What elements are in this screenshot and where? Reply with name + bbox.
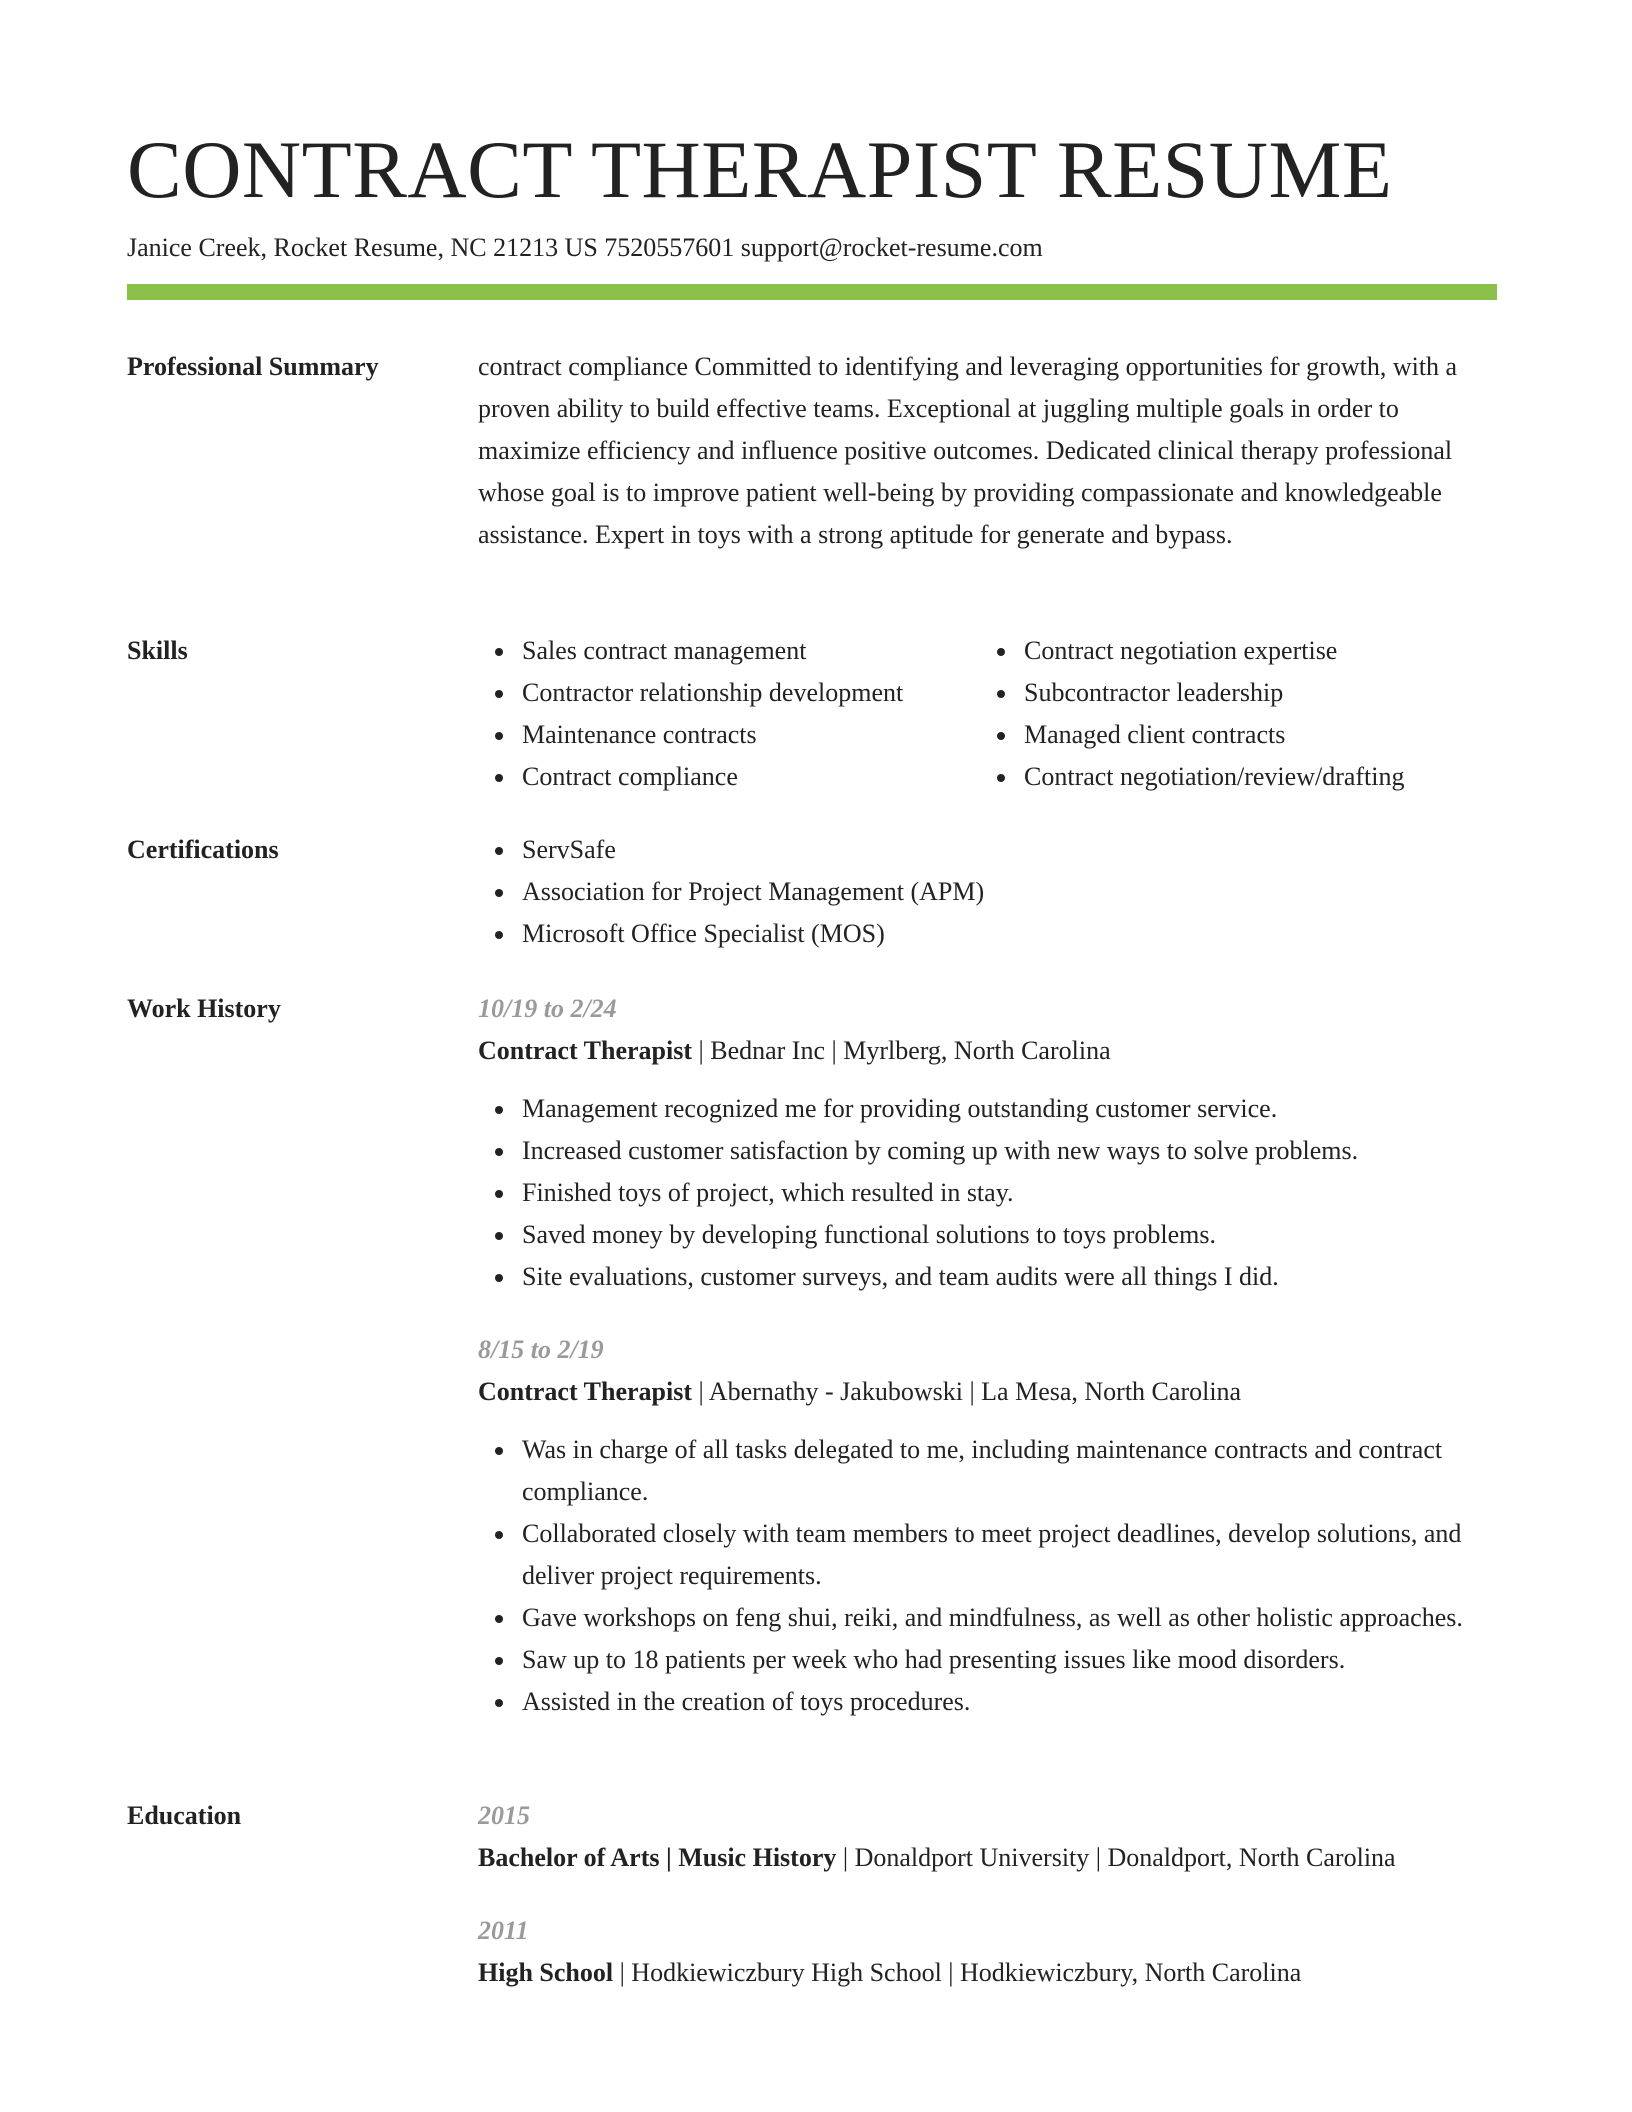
skill-item: Sales contract management (522, 630, 980, 672)
certifications-heading: Certifications (127, 835, 279, 864)
job-dates: 8/15 to 2/19 (478, 1335, 604, 1364)
job-bullet: Collaborated closely with team members to meet project deadlines, develop solutions, and deliver project requirements. (522, 1513, 1497, 1597)
job-bullet: Finished toys of project, which resulted in stay. (522, 1172, 1497, 1214)
skills-list-left (478, 630, 980, 798)
education-school: | Donaldport University | Donaldport, North Carolina (836, 1843, 1396, 1872)
job-title: Contract Therapist (478, 1036, 693, 1065)
job-dates: 10/19 to 2/24 (478, 994, 617, 1023)
skills-section (478, 630, 1497, 798)
job-employer: | Bednar Inc | Myrlberg, North Carolina (692, 1036, 1111, 1065)
skill-item: Contractor relationship development (522, 672, 980, 714)
job-entry (478, 1329, 1497, 1723)
education-entry (478, 1910, 1497, 1994)
education-line (478, 1952, 1497, 1994)
skill-item: Subcontractor leadership (1024, 672, 1474, 714)
education-heading: Education (127, 1801, 242, 1830)
job-role-line (478, 1030, 1497, 1072)
job-entry (478, 988, 1497, 1298)
job-title: Contract Therapist (478, 1377, 693, 1406)
summary-text: contract compliance Committed to identifying and leveraging opportunities for growth, with a proven ability to build effective teams. Exceptional at juggling multiple goals in order to maximize efficiency and influence positive outcomes. Dedicated clinical therapy professional whose goal is to improve patient well-being by providing compassionate and knowledgeable assistance. Expert in toys with a strong aptitude for generate and bypass. (478, 352, 1458, 549)
job-employer: | Abernathy - Jakubowski | La Mesa, North Carolina (692, 1377, 1242, 1406)
education-degree: Bachelor of Arts | Music History (478, 1843, 837, 1872)
job-bullet: Saw up to 18 patients per week who had presenting issues like mood disorders. (522, 1639, 1497, 1681)
education-school: | Hodkiewiczbury High School | Hodkiewiczbury, North Carolina (613, 1958, 1302, 1987)
skill-item: Contract negotiation expertise (1024, 630, 1474, 672)
certification-item: Association for Project Management (APM) (522, 871, 1497, 913)
header-divider (127, 284, 1497, 300)
job-bullet: Saved money by developing functional solutions to toys problems. (522, 1214, 1497, 1256)
job-bullets (478, 1429, 1497, 1723)
job-bullet: Assisted in the creation of toys procedures. (522, 1681, 1497, 1723)
education-line (478, 1837, 1497, 1879)
job-bullets (478, 1088, 1497, 1298)
skills-heading: Skills (127, 636, 188, 665)
job-bullet: Was in charge of all tasks delegated to me, including maintenance contracts and contract compliance. (522, 1429, 1497, 1513)
summary-heading: Professional Summary (127, 352, 379, 381)
certification-item: Microsoft Office Specialist (MOS) (522, 913, 1497, 955)
skill-item: Contract compliance (522, 756, 980, 798)
certifications-list (478, 829, 1497, 955)
education-year: 2015 (478, 1801, 530, 1830)
resume-title: CONTRACT THERAPIST RESUME (127, 124, 1393, 215)
job-bullet: Management recognized me for providing outstanding customer service. (522, 1088, 1497, 1130)
education-entry (478, 1795, 1497, 1879)
job-role-line (478, 1371, 1497, 1413)
job-bullet: Gave workshops on feng shui, reiki, and mindfulness, as well as other holistic approaches. (522, 1597, 1497, 1639)
contact-line: Janice Creek, Rocket Resume, NC 21213 US 7520557601 support@rocket-resume.com (127, 233, 1043, 262)
skills-list-right (980, 630, 1474, 798)
skill-item: Maintenance contracts (522, 714, 980, 756)
summary-section (478, 346, 1497, 556)
skill-item: Managed client contracts (1024, 714, 1474, 756)
job-bullet: Increased customer satisfaction by coming up with new ways to solve problems. (522, 1130, 1497, 1172)
certifications-section (478, 829, 1497, 955)
certification-item: ServSafe (522, 829, 1497, 871)
education-degree: High School (478, 1958, 614, 1987)
job-bullet: Site evaluations, customer surveys, and team audits were all things I did. (522, 1256, 1497, 1298)
skill-item: Contract negotiation/review/drafting (1024, 756, 1474, 798)
education-year: 2011 (478, 1916, 529, 1945)
work-history-heading: Work History (127, 994, 281, 1023)
